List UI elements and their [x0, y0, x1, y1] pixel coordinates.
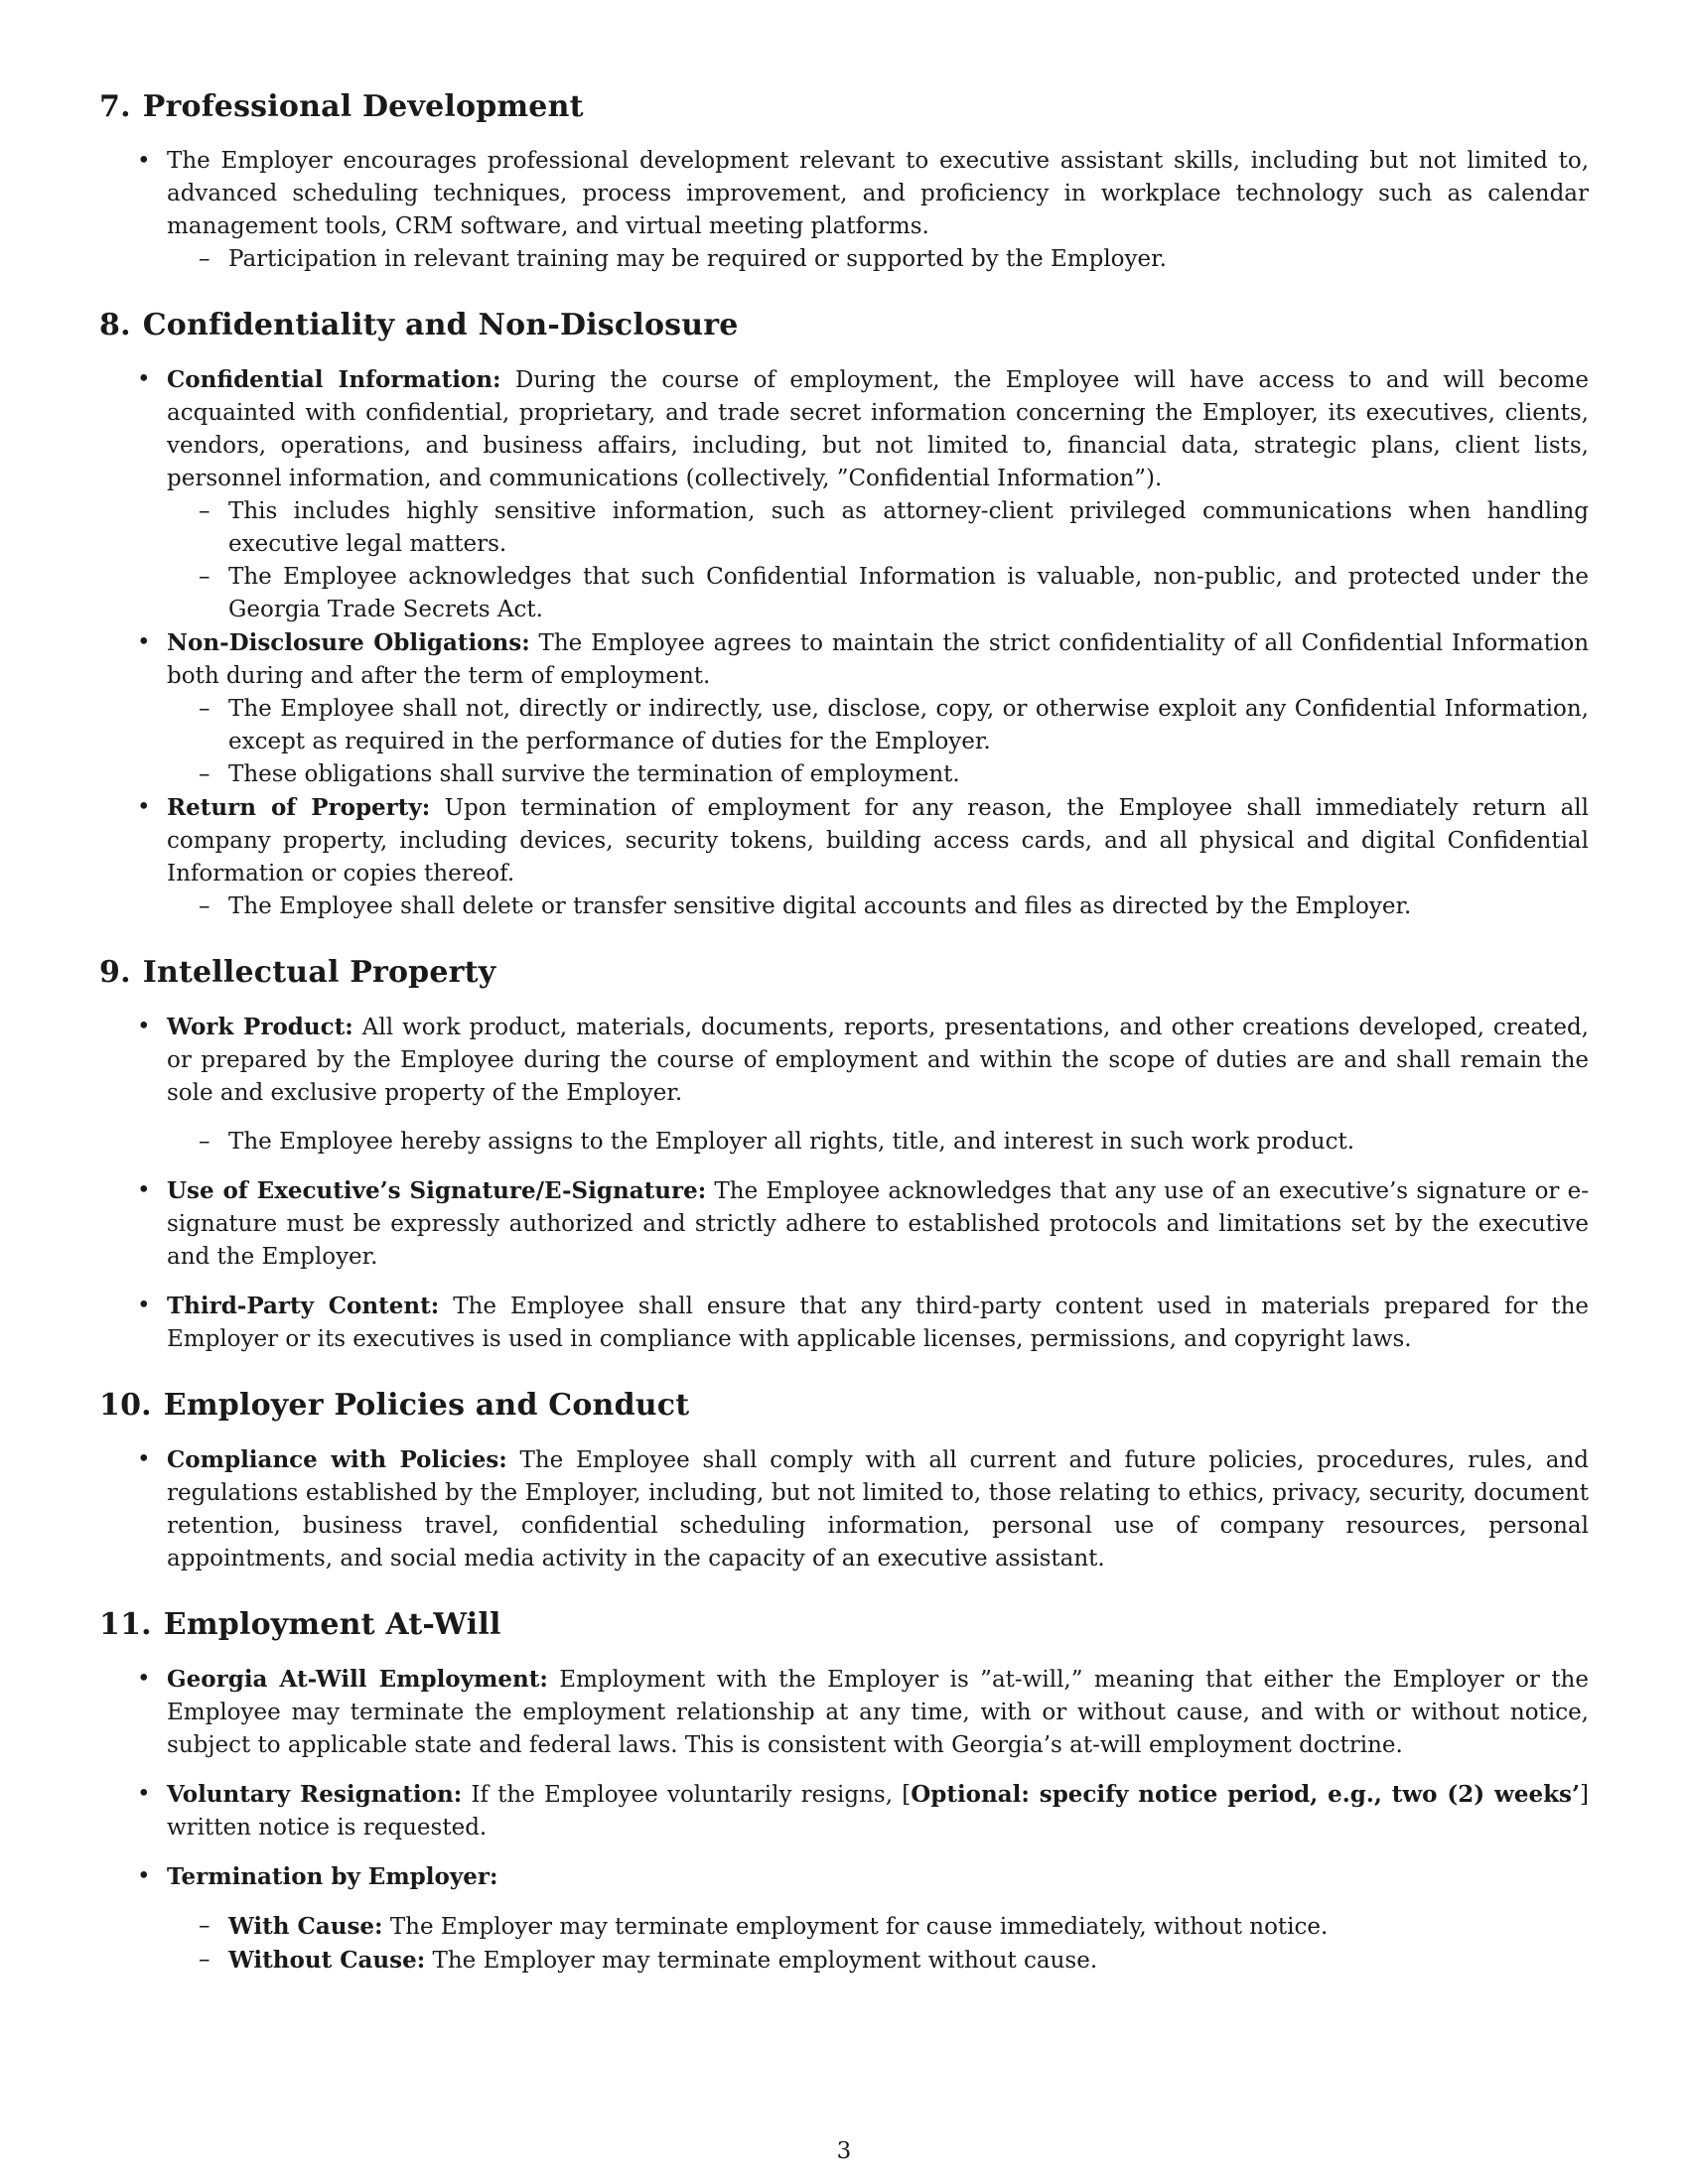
sub-list-item: [167, 890, 1589, 923]
section-title: Employment At-Will: [163, 1607, 501, 1642]
item-text-before: If the Employee voluntarily resigns, [: [471, 1782, 912, 1808]
section-number: 10.: [99, 1388, 152, 1423]
list-item: [99, 626, 1589, 791]
bullet-icon: •: [137, 1863, 151, 1889]
bullet-icon: •: [137, 1781, 151, 1807]
section-title: Professional Development: [142, 89, 584, 124]
sub-list: [167, 693, 1589, 791]
bullet-list: [99, 1663, 1589, 1978]
sub-list-item: [167, 1910, 1589, 1944]
list-item: [99, 1290, 1589, 1356]
dash-icon: –: [199, 893, 211, 919]
bullet-list: [99, 145, 1589, 276]
section-heading: [99, 1386, 1589, 1426]
sub-list-item: [167, 495, 1589, 561]
item-text: The Employee acknowledges that any use of an executive’s signature or e-signature must be expressly authorized and strictly adhere to established protocols and limitations set by the executive and the Employer.: [167, 1178, 1590, 1270]
page-number: 3: [836, 2138, 852, 2164]
item-text: The Employee agrees to maintain the strict confidentiality of all Confidential Information both during and after the term of employment.: [167, 630, 1590, 689]
section-heading: [99, 1605, 1589, 1645]
section-heading: [99, 87, 1589, 127]
bullet-list: [99, 363, 1589, 923]
list-item: [99, 145, 1589, 276]
sub-item-text: Participation in relevant training may be required or supported by the Employer.: [228, 246, 1167, 272]
dash-icon: –: [199, 1913, 211, 1939]
bullet-icon: •: [137, 148, 151, 174]
bullet-icon: •: [137, 1446, 151, 1472]
sub-list: [167, 1126, 1589, 1159]
dash-icon: –: [199, 696, 211, 722]
sub-item-text: The Employer may terminate employment without cause.: [432, 1948, 1098, 1974]
sub-list: [167, 890, 1589, 923]
list-item: [99, 363, 1589, 626]
section-intellectual-property: [99, 953, 1589, 1356]
item-lead: Termination by Employer:: [167, 1863, 498, 1890]
dash-icon: –: [199, 1129, 211, 1155]
sub-item-text: These obligations shall survive the termination of employment.: [228, 761, 960, 787]
item-lead: Third-Party Content:: [167, 1293, 440, 1319]
sub-list-item: [167, 758, 1589, 791]
list-item: [99, 1174, 1589, 1274]
item-lead: Confidential Information:: [167, 366, 501, 393]
item-lead: Work Product:: [167, 1014, 353, 1040]
item-text: The Employee shall ensure that any third-party content used in materials prepared for the Employer or its executives is used in compliance with applicable licenses, permissions, and copyright laws.: [167, 1294, 1590, 1352]
dash-icon: –: [199, 246, 211, 272]
section-number: 9.: [99, 955, 131, 990]
list-item: [99, 1011, 1589, 1159]
dash-icon: –: [199, 498, 211, 524]
item-text: The Employee shall comply with all current and future policies, procedures, rules, and regulations established by the Employer, including, but not limited to, those relating to ethics, privacy, security, document retention, business travel, confidential scheduling information, personal use of company resources, personal appointments, and social media activity in the capacity of an executive assistant.: [167, 1447, 1590, 1571]
sub-list-item: [167, 243, 1589, 276]
sub-item-lead: With Cause:: [228, 1913, 383, 1940]
sub-item-text: This includes highly sensitive information, such as attorney-client privileged communications when handling executive legal matters.: [228, 498, 1589, 557]
sub-list-item: [167, 561, 1589, 626]
item-lead: Voluntary Resignation:: [167, 1781, 463, 1808]
item-lead: Use of Executive’s Signature/E-Signature:: [167, 1177, 707, 1204]
dash-icon: –: [199, 564, 211, 590]
section-employment-at-will: [99, 1605, 1589, 1978]
section-heading: [99, 306, 1589, 345]
item-lead: Georgia At-Will Employment:: [167, 1666, 548, 1693]
section-professional-development: [99, 87, 1589, 276]
list-item: [99, 1778, 1589, 1844]
section-employer-policies: [99, 1386, 1589, 1575]
sub-item-text: The Employer may terminate employment for cause immediately, without notice.: [389, 1914, 1329, 1940]
dash-icon: –: [199, 761, 211, 787]
item-lead: Compliance with Policies:: [167, 1446, 507, 1473]
section-confidentiality: [99, 306, 1589, 923]
sub-item-lead: Without Cause:: [228, 1947, 426, 1974]
sub-item-text: The Employee shall not, directly or indirectly, use, disclose, copy, or otherwise exploit any Confidential Information, except as required in the performance of duties for the Employer.: [228, 696, 1589, 754]
sub-list: [167, 1910, 1589, 1978]
item-lead: Non-Disclosure Obligations:: [167, 629, 530, 656]
section-number: 11.: [99, 1607, 152, 1642]
item-text-after: ] written notice is requested.: [167, 1782, 1589, 1841]
bullet-list: [99, 1443, 1589, 1575]
sub-list-item: [167, 1944, 1589, 1978]
bullet-icon: •: [137, 794, 151, 820]
bullet-list: [99, 1011, 1589, 1356]
section-heading: [99, 953, 1589, 993]
section-number: 7.: [99, 89, 131, 124]
list-item: [99, 791, 1589, 923]
item-text: All work product, materials, documents, reports, presentations, and other creations developed, created, or prepared by the Employee during the course of employment and within the scope of duties are and shall remain the sole and exclusive property of the Employer.: [167, 1015, 1589, 1106]
list-item: [99, 1860, 1589, 1978]
bullet-icon: •: [137, 1666, 151, 1692]
sub-item-text: The Employee acknowledges that such Confidential Information is valuable, non-public, and protected under the Georgia Trade Secrets Act.: [228, 564, 1589, 622]
list-item: [99, 1443, 1589, 1575]
sub-item-text: The Employee hereby assigns to the Employer all rights, title, and interest in such work product.: [228, 1129, 1355, 1155]
sub-item-text: The Employee shall delete or transfer sensitive digital accounts and files as directed by the Employer.: [228, 893, 1412, 919]
list-item: [99, 1663, 1589, 1762]
item-text: During the course of employment, the Employee will have access to and will become acquainted with confidential, proprietary, and trade secret information concerning the Employer, its executives, clients, vendors, operations, and business affairs, including, but not limited to, financial data, strategic plans, client lists, personnel information, and communications (collectively, ”Confidential Information”).: [167, 367, 1590, 491]
dash-icon: –: [199, 1947, 211, 1973]
document-page: [99, 87, 1589, 2007]
sub-list: [167, 243, 1589, 276]
bullet-icon: •: [137, 1177, 151, 1203]
bullet-icon: •: [137, 1014, 151, 1039]
sub-list-item: [167, 693, 1589, 758]
bullet-icon: •: [137, 1293, 151, 1318]
item-text: The Employer encourages professional development relevant to executive assistant skills, including but not limited to, advanced scheduling techniques, process improvement, and proficiency in workplace technology such as calendar management tools, CRM software, and virtual meeting platforms.: [167, 148, 1589, 239]
section-title: Employer Policies and Conduct: [163, 1388, 690, 1423]
item-text-bold: Optional: specify notice period, e.g., two (2) weeks’: [911, 1781, 1581, 1808]
bullet-icon: •: [137, 366, 151, 392]
item-lead: Return of Property:: [167, 794, 431, 821]
bullet-icon: •: [137, 629, 151, 655]
sub-list-item: [167, 1126, 1589, 1159]
section-number: 8.: [99, 308, 131, 342]
sub-list: [167, 495, 1589, 626]
item-text: Employment with the Employer is ”at-will,” meaning that either the Employer or the Employee may terminate the employment relationship at any time, with or without cause, and with or without notice, subject to applicable state and federal laws. This is consistent with Georgia’s at-will employment doctrine.: [167, 1667, 1589, 1758]
item-text: Upon termination of employment for any reason, the Employee shall immediately return all company property, including devices, security tokens, building access cards, and all physical and digital Confidential Information or copies thereof.: [167, 795, 1590, 887]
section-title: Confidentiality and Non-Disclosure: [142, 308, 739, 342]
section-title: Intellectual Property: [142, 955, 496, 990]
